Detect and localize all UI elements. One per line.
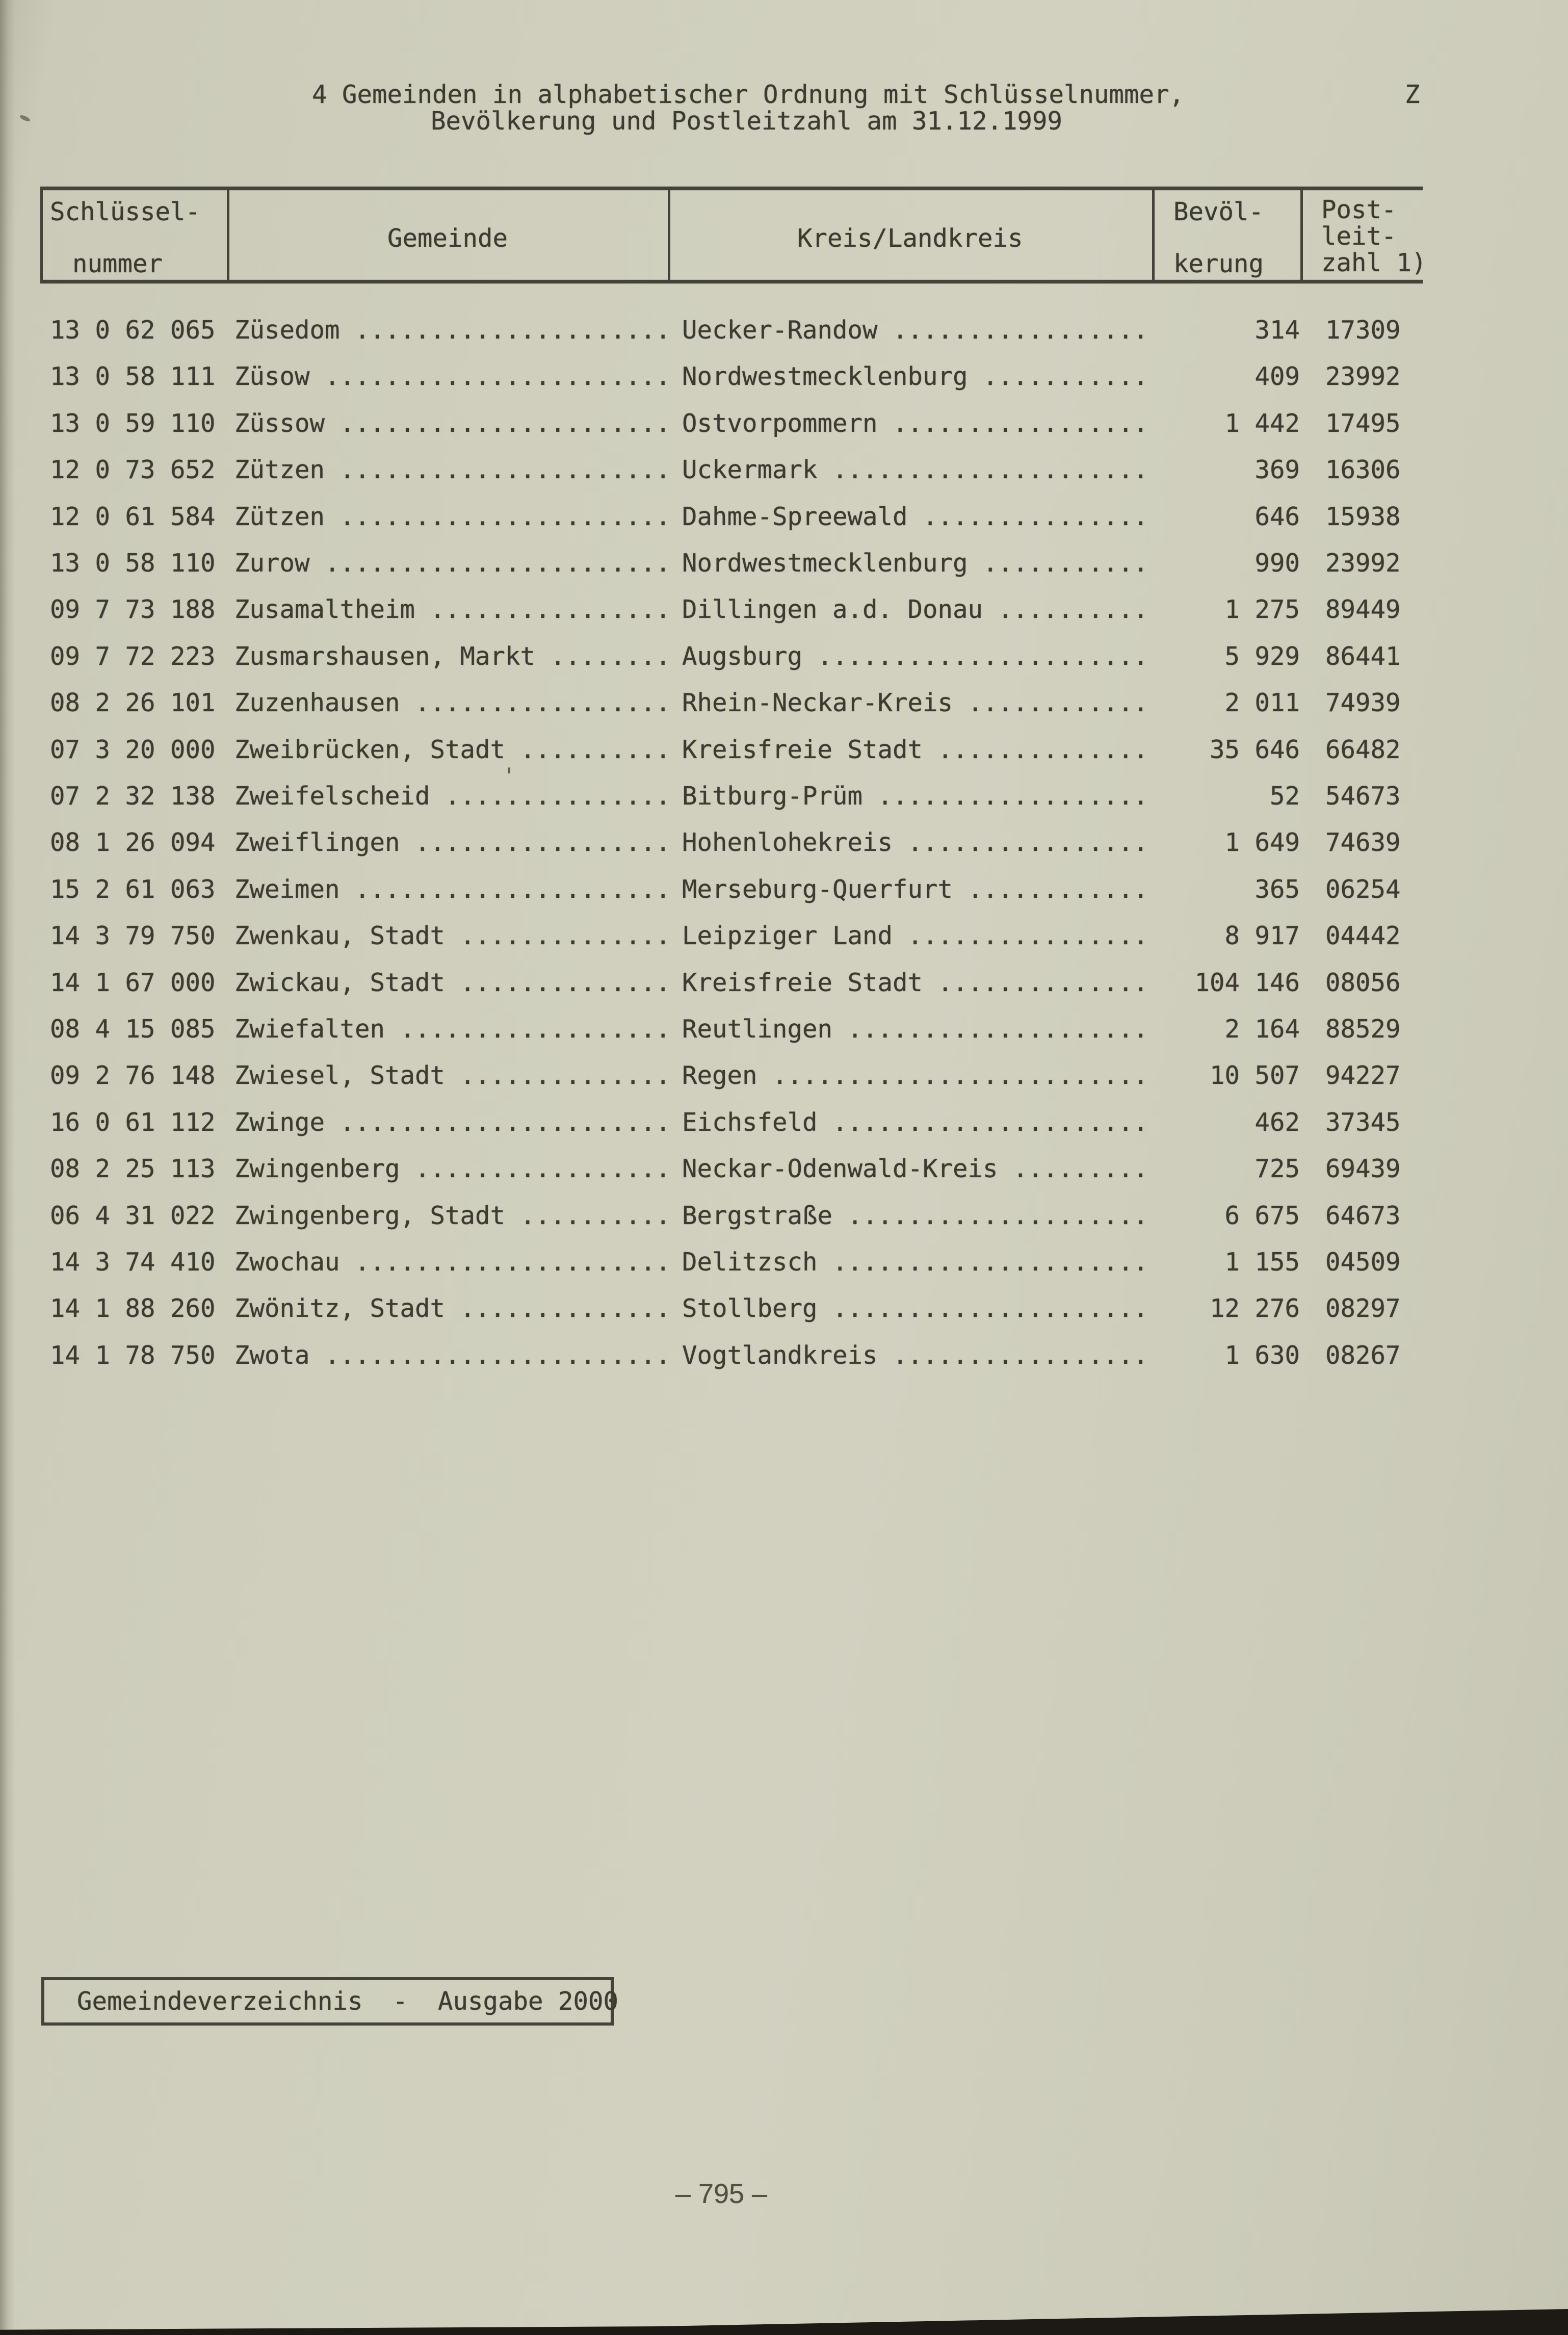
row-plz: 08056 <box>1325 968 1401 997</box>
row-kreis: Leipziger Land ................ <box>682 921 1148 950</box>
row-kreis: Bitburg-Prüm .................. <box>682 782 1148 811</box>
row-plz: 08267 <box>1325 1341 1401 1370</box>
row-gemeinde: Zwochau ..................... <box>234 1248 671 1277</box>
row-kreis: Nordwestmecklenburg ........... <box>682 362 1148 391</box>
table-rule-top <box>40 187 1423 190</box>
row-kreis: Rhein-Neckar-Kreis ............ <box>682 688 1148 717</box>
row-kreis: Stollberg ..................... <box>682 1294 1148 1323</box>
table-rule-bottom <box>40 280 1423 283</box>
row-gemeinde: Zwingenberg ................. <box>234 1154 671 1183</box>
row-key: 13 0 58 110 <box>50 549 216 578</box>
row-plz: 17495 <box>1325 409 1401 438</box>
row-plz: 86441 <box>1325 642 1401 671</box>
row-kreis: Neckar-Odenwald-Kreis ......... <box>682 1154 1148 1183</box>
row-kreis: Dahme-Spreewald ............... <box>682 502 1148 531</box>
row-plz: 94227 <box>1325 1061 1401 1090</box>
row-population: 462 <box>1255 1108 1300 1137</box>
header-gemeinde: Gemeinde <box>387 224 508 253</box>
paper-speck <box>19 114 31 123</box>
row-gemeinde: Züssow ...................... <box>234 409 671 438</box>
row-population: 104 146 <box>1194 968 1300 997</box>
row-key: 08 2 26 101 <box>50 688 216 717</box>
table-row <box>0 1109 1568 1136</box>
row-kreis: Ostvorpommern ................. <box>682 409 1148 438</box>
row-key: 12 0 73 652 <box>50 455 216 484</box>
table-row <box>0 970 1568 996</box>
row-kreis: Kreisfreie Stadt .............. <box>682 968 1148 997</box>
row-kreis: Bergstraße .................... <box>682 1201 1148 1230</box>
row-plz: 15938 <box>1325 502 1401 531</box>
row-population: 646 <box>1255 502 1300 531</box>
row-plz: 74939 <box>1325 688 1401 717</box>
row-key: 15 2 61 063 <box>50 875 216 904</box>
page-title-line-1: 4 Gemeinden in alphabetischer Ordnung mit Schlüsselnummer, <box>312 80 1185 109</box>
row-gemeinde: Zwingenberg, Stadt .......... <box>234 1201 671 1230</box>
row-population: 409 <box>1255 362 1300 391</box>
row-plz: 54673 <box>1325 782 1401 811</box>
row-gemeinde: Zwenkau, Stadt .............. <box>234 921 671 950</box>
header-kreis-landkreis: Kreis/Landkreis <box>797 224 1023 253</box>
row-key: 16 0 61 112 <box>50 1108 216 1137</box>
row-population: 314 <box>1255 316 1300 345</box>
row-gemeinde: Zweibrücken, Stadt .......... <box>234 735 671 764</box>
row-plz: 17309 <box>1325 316 1401 345</box>
row-plz: 66482 <box>1325 735 1401 764</box>
row-gemeinde: Züsow ....................... <box>234 362 671 391</box>
row-population: 990 <box>1255 549 1300 578</box>
row-plz: 23992 <box>1325 362 1401 391</box>
row-key: 09 7 73 188 <box>50 595 216 624</box>
row-kreis: Delitzsch ..................... <box>682 1248 1148 1277</box>
row-population: 1 155 <box>1224 1248 1300 1277</box>
row-gemeinde: Zuzenhausen ................. <box>234 688 671 717</box>
row-gemeinde: Zwota ....................... <box>234 1341 671 1370</box>
row-gemeinde: Zusamaltheim ................ <box>234 595 671 624</box>
row-population: 12 276 <box>1209 1294 1300 1323</box>
row-population: 10 507 <box>1209 1061 1300 1090</box>
table-row <box>0 923 1568 949</box>
row-plz: 74639 <box>1325 828 1401 857</box>
row-gemeinde: Zützen ...................... <box>234 455 671 484</box>
row-population: 365 <box>1255 875 1300 904</box>
table-rule-col1 <box>227 187 229 283</box>
row-population: 35 646 <box>1209 735 1300 764</box>
row-key: 07 2 32 138 <box>50 782 216 811</box>
table-row <box>0 364 1568 390</box>
row-population: 52 <box>1269 782 1300 811</box>
row-population: 369 <box>1255 455 1300 484</box>
row-gemeinde: Zwickau, Stadt .............. <box>234 968 671 997</box>
row-key: 14 3 74 410 <box>50 1248 216 1277</box>
table-row <box>0 550 1568 577</box>
row-gemeinde: Zwinge ...................... <box>234 1108 671 1137</box>
row-kreis: Uecker-Randow ................. <box>682 316 1148 345</box>
table-row <box>0 457 1568 483</box>
row-kreis: Vogtlandkreis ................. <box>682 1341 1148 1370</box>
table-row <box>0 1062 1568 1089</box>
row-kreis: Hohenlohekreis ................ <box>682 828 1148 857</box>
table-rule-col2 <box>668 187 670 283</box>
table-row <box>0 317 1568 344</box>
header-schluesselnummer-line1: Schlüssel- <box>50 197 201 226</box>
row-plz: 08297 <box>1325 1294 1401 1323</box>
row-kreis: Reutlingen .................... <box>682 1015 1148 1044</box>
row-population: 2 164 <box>1224 1015 1300 1044</box>
header-postleitzahl-line3: zahl 1) <box>1321 248 1427 277</box>
table-row <box>0 1016 1568 1043</box>
header-schluesselnummer-line2: nummer <box>72 249 163 278</box>
row-key: 12 0 61 584 <box>50 502 216 531</box>
header-postleitzahl-line2: leit- <box>1321 222 1397 251</box>
header-bevoelkerung-line1: Bevöl- <box>1173 197 1264 226</box>
row-gemeinde: Zusmarshausen, Markt ........ <box>234 642 671 671</box>
row-key: 08 2 25 113 <box>50 1154 216 1183</box>
row-plz: 88529 <box>1325 1015 1401 1044</box>
table-row <box>0 1342 1568 1369</box>
row-plz: 69439 <box>1325 1154 1401 1183</box>
table-row <box>0 1249 1568 1276</box>
row-key: 09 2 76 148 <box>50 1061 216 1090</box>
row-key: 14 1 88 260 <box>50 1294 216 1323</box>
page-title-line-2: Bevölkerung und Postleitzahl am 31.12.1999 <box>431 107 1063 136</box>
table-row <box>0 876 1568 903</box>
row-kreis: Dillingen a.d. Donau .......... <box>682 595 1148 624</box>
row-kreis: Merseburg-Querfurt ............ <box>682 875 1148 904</box>
row-key: 08 4 15 085 <box>50 1015 216 1044</box>
header-postleitzahl-line1: Post- <box>1321 195 1397 224</box>
row-key: 13 0 59 110 <box>50 409 216 438</box>
table-row <box>0 783 1568 810</box>
table-row <box>0 1203 1568 1229</box>
row-population: 1 649 <box>1224 828 1300 857</box>
table-row <box>0 410 1568 437</box>
row-kreis: Uckermark ..................... <box>682 455 1148 484</box>
table-row <box>0 504 1568 530</box>
row-gemeinde: Zurow ....................... <box>234 549 671 578</box>
table-row <box>0 1156 1568 1182</box>
row-plz: 16306 <box>1325 455 1401 484</box>
row-plz: 04509 <box>1325 1248 1401 1277</box>
row-kreis: Regen ......................... <box>682 1061 1148 1090</box>
row-plz: 64673 <box>1325 1201 1401 1230</box>
row-plz: 89449 <box>1325 595 1401 624</box>
row-gemeinde: Züsedom ..................... <box>234 316 671 345</box>
row-gemeinde: Zweimen ..................... <box>234 875 671 904</box>
row-kreis: Eichsfeld ..................... <box>682 1108 1148 1137</box>
row-key: 14 1 67 000 <box>50 968 216 997</box>
row-population: 1 630 <box>1224 1341 1300 1370</box>
row-population: 5 929 <box>1224 642 1300 671</box>
scan-edge-band <box>0 2292 1568 2335</box>
table-rule-col4 <box>1300 187 1303 283</box>
row-key: 07 3 20 000 <box>50 735 216 764</box>
row-gemeinde: Zützen ...................... <box>234 502 671 531</box>
row-kreis: Augsburg ...................... <box>682 642 1148 671</box>
table-rule-col3 <box>1152 187 1155 283</box>
table-row <box>0 829 1568 856</box>
row-population: 725 <box>1255 1154 1300 1183</box>
row-gemeinde: Zweifelscheid ............... <box>234 782 671 811</box>
table-row <box>0 596 1568 623</box>
row-key: 08 1 26 094 <box>50 828 216 857</box>
row-gemeinde: Zwiefalten .................. <box>234 1015 671 1044</box>
edition-box-label: Gemeindeverzeichnis - Ausgabe 2000 <box>77 1987 619 2016</box>
row-plz: 04442 <box>1325 921 1401 950</box>
row-gemeinde: Zwiesel, Stadt .............. <box>234 1061 671 1090</box>
row-key: 13 0 58 111 <box>50 362 216 391</box>
row-key: 09 7 72 223 <box>50 642 216 671</box>
row-population: 6 675 <box>1224 1201 1300 1230</box>
row-population: 1 275 <box>1224 595 1300 624</box>
row-kreis: Kreisfreie Stadt .............. <box>682 735 1148 764</box>
edition-box <box>41 1977 619 2026</box>
header-bevoelkerung-line2: kerung <box>1173 249 1264 278</box>
table-rule-left <box>40 187 43 283</box>
row-key: 14 1 78 750 <box>50 1341 216 1370</box>
row-population: 2 011 <box>1224 688 1300 717</box>
page-number: – 795 – <box>675 2178 768 2209</box>
row-kreis: Nordwestmecklenburg ........... <box>682 549 1148 578</box>
alphabet-corner-letter: Z <box>1405 80 1420 109</box>
table-row <box>0 643 1568 670</box>
row-key: 13 0 62 065 <box>50 316 216 345</box>
row-plz: 23992 <box>1325 549 1401 578</box>
table-row <box>0 737 1568 763</box>
row-gemeinde: Zweiflingen ................. <box>234 828 671 857</box>
row-population: 1 442 <box>1224 409 1300 438</box>
row-key: 06 4 31 022 <box>50 1201 216 1230</box>
row-plz: 06254 <box>1325 875 1401 904</box>
row-key: 14 3 79 750 <box>50 921 216 950</box>
row-population: 8 917 <box>1224 921 1300 950</box>
table-row <box>0 690 1568 716</box>
ink-speck: ' <box>503 763 516 788</box>
row-gemeinde: Zwönitz, Stadt .............. <box>234 1294 671 1323</box>
row-plz: 37345 <box>1325 1108 1401 1137</box>
table-row <box>0 1295 1568 1322</box>
